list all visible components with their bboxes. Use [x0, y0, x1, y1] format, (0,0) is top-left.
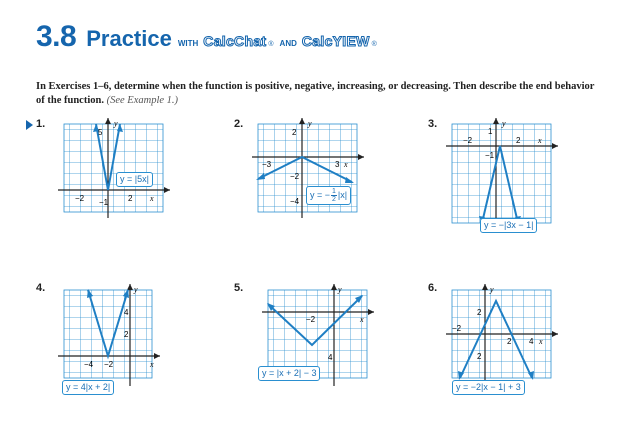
- graph-1: [58, 118, 172, 218]
- graph-4: [58, 284, 162, 386]
- calcchat-logo[interactable]: CalcChat: [203, 33, 267, 49]
- y-tick-neg1: −1: [485, 151, 495, 160]
- y-tick-2: 2: [124, 330, 129, 339]
- x-axis-label: x: [360, 315, 364, 324]
- y-tick-4: 4: [124, 308, 129, 317]
- y-tick-neg4: −4: [290, 197, 300, 206]
- x-tick-neg2: −2: [452, 324, 462, 333]
- fraction-numerator: 1: [332, 188, 336, 195]
- x-axis-arrow-icon: [164, 187, 170, 193]
- registered-mark: ®: [371, 41, 377, 48]
- y-axis-arrow-icon: [105, 118, 111, 124]
- x-axis-arrow-icon: [358, 154, 364, 160]
- y-tick-2: 2: [477, 308, 482, 317]
- y-axis-arrow-icon: [299, 118, 305, 124]
- play-icon[interactable]: [26, 120, 33, 130]
- x-tick-neg2: −2: [306, 315, 316, 324]
- x-tick-2: 2: [128, 194, 133, 203]
- graph-6: [446, 284, 560, 386]
- x-tick-2: 2: [507, 337, 512, 346]
- registered-mark: ®: [268, 41, 274, 48]
- y-axis-arrow-icon: [482, 284, 488, 290]
- equation-suffix: |x|: [337, 189, 348, 200]
- x-tick-neg2: −2: [104, 360, 114, 369]
- y-tick-4: 4: [328, 353, 333, 362]
- y-axis-arrow-icon: [493, 118, 499, 124]
- exercise-number-4: 4.: [36, 282, 46, 294]
- y-axis-label: y: [502, 119, 506, 128]
- y-axis-label: y: [490, 285, 494, 294]
- fraction-denominator: 2: [332, 196, 336, 203]
- y-axis-arrow-icon: [331, 284, 337, 290]
- x-axis-arrow-icon: [368, 309, 374, 315]
- example-reference[interactable]: (See Example 1.): [106, 94, 179, 106]
- x-tick-neg4: −4: [84, 360, 94, 369]
- x-axis-label: x: [150, 360, 154, 369]
- x-axis-arrow-icon: [154, 353, 160, 359]
- exercise-number-5: 5.: [234, 282, 244, 294]
- x-axis-label: x: [538, 136, 542, 145]
- y-axis-label: y: [114, 119, 118, 128]
- y-tick-1: 1: [488, 127, 493, 136]
- x-axis-label: x: [539, 337, 543, 346]
- section-header: [36, 20, 377, 54]
- x-axis-arrow-icon: [552, 143, 558, 149]
- equation-label-2: [306, 186, 351, 205]
- with-label: WITH: [177, 39, 199, 48]
- x-tick-3: 3: [335, 160, 340, 169]
- equation-label-5: y = |x + 2| − 3: [258, 366, 320, 381]
- equation-label-1: y = |5x|: [116, 172, 153, 187]
- y-axis-label: y: [134, 285, 138, 294]
- grid: [268, 290, 367, 378]
- x-tick-4: 4: [529, 337, 534, 346]
- equation-label-3: y = −|3x − 1|: [480, 218, 537, 233]
- x-tick-2: 2: [516, 136, 521, 145]
- x-axis-label: x: [150, 194, 154, 203]
- y-axis-label: y: [338, 285, 342, 294]
- equation-prefix: y = −: [310, 189, 331, 200]
- exercise-number-6: 6.: [428, 282, 438, 294]
- y-tick-neg2: 2: [477, 352, 482, 361]
- x-axis-arrow-icon: [552, 331, 558, 337]
- x-tick-neg3: −3: [262, 160, 272, 169]
- y-axis-label: y: [308, 119, 312, 128]
- exercise-number-3: 3.: [428, 118, 438, 130]
- x-axis-label: x: [344, 160, 348, 169]
- section-number: 3.8: [36, 20, 77, 53]
- exercise-number-2: 2.: [234, 118, 244, 130]
- and-label: AND: [279, 39, 297, 48]
- y-tick-neg1: −1: [99, 198, 109, 207]
- x-tick-neg2: −2: [75, 194, 85, 203]
- y-tick-5: 5: [98, 128, 103, 137]
- graph-3: [446, 118, 560, 230]
- exercise-number-1: 1.: [36, 118, 46, 130]
- fraction: [331, 188, 337, 203]
- y-axis-arrow-icon: [127, 284, 133, 290]
- x-tick-neg2: −2: [463, 136, 473, 145]
- equation-label-6: y = −2|x − 1| + 3: [452, 380, 525, 395]
- calcview-logo[interactable]: CalcYIEW: [301, 33, 370, 49]
- y-tick-neg2: −2: [290, 172, 300, 181]
- equation-label-4: y = 4|x + 2|: [62, 380, 114, 395]
- instructions-text: In Exercises 1–6, determine when the function is positive, negative, increasing, or decreasing. Then describe the end behavior of the function.: [36, 81, 595, 106]
- section-title: Practice: [86, 26, 172, 51]
- y-tick-2: 2: [292, 128, 297, 137]
- exercise-instructions: [36, 80, 596, 107]
